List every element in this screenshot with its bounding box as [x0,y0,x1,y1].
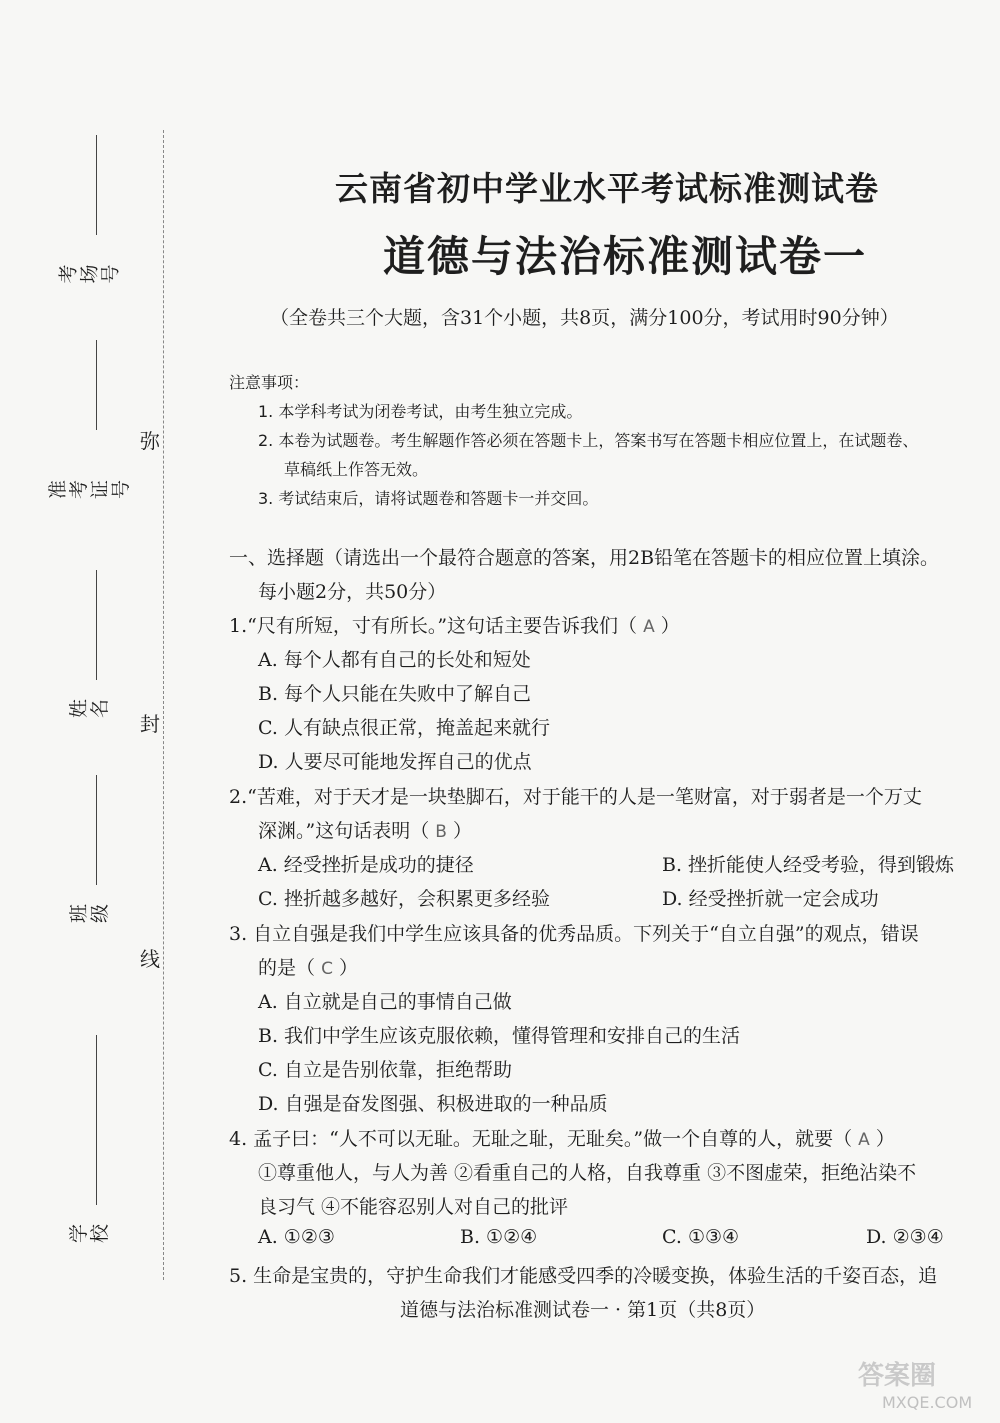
exam-series-title: 云南省初中学业水平考试标准测试卷 [335,169,879,208]
note-item: 1. 本学科考试为闭卷考试，由考生独立完成。 [258,402,583,421]
seal-dashed-line [163,130,164,1280]
binding-margin [0,0,175,1423]
answer-mark: C [321,959,333,979]
page-footer: 道德与法治标准测试卷一 · 第1页（共8页） [400,1299,766,1321]
notes-heading: 注意事项： [229,373,310,392]
field-line [96,1035,97,1205]
question-1-stem: 1.“尺有所短，寸有所长。”这句话主要告诉我们（ A ） [229,615,680,637]
answer-mark: B [435,822,447,842]
question-4-statements: ①尊重他人，与人为善 ②看重自己的人格，自我尊重 ③不图虚荣，拒绝沾染不 [258,1162,917,1184]
question-5-stem: 5. 生命是宝贵的，守护生命我们才能感受四季的冷暖变换，体验生活的千姿百态，追 [229,1265,938,1287]
field-line [96,340,97,430]
q4-option-d: D. ②③④ [866,1226,944,1248]
field-label-ticket-number: 准考证号 [47,479,132,499]
question-3-stem-cont: 的是（ C ） [258,957,358,979]
q4-option-b: B. ①②④ [460,1226,538,1248]
question-2-stem: 2.“苦难，对于天才是一块垫脚石，对于能干的人是一笔财富，对于弱者是一个万丈 [229,786,922,808]
q2-option-c: C. 挫折越多越好，会积累更多经验 [258,888,550,910]
question-2-stem-cont: 深渊。”这句话表明（ B ） [258,820,472,842]
q3-option-b: B. 我们中学生应该克服依赖，懂得管理和安排自己的生活 [258,1025,741,1047]
q2-option-a: A. 经受挫折是成功的捷径 [258,854,474,876]
note-item: 2. 本卷为试题卷。考生解题作答必须在答题卡上，答案书写在答题卡相应位置上，在试题卷、 [258,431,919,450]
q1-option-b: B. 每个人只能在失败中了解自己 [258,683,532,705]
q4-option-c: C. ①③④ [662,1226,740,1248]
q1-option-c: C. 人有缺点很正常，掩盖起来就行 [258,717,550,739]
q3-option-d: D. 自强是奋发图强、积极进取的一种品质 [258,1093,608,1115]
question-4-statements-cont: 良习气 ④不能容忍别人对自己的批评 [258,1196,569,1218]
q4-option-a: A. ①②③ [258,1226,335,1248]
question-3-stem: 3. 自立自强是我们中学生应该具备的优秀品质。下列关于“自立自强”的观点，错误 [229,923,919,945]
field-label-exam-room: 考场号 [57,264,122,284]
seal-char: 弥 [140,429,160,453]
q3-option-a: A. 自立就是自己的事情自己做 [258,991,512,1013]
field-label-name: 姓名 [68,698,111,718]
q1-option-d: D. 人要尽可能地发挥自己的优点 [258,751,532,773]
field-line [96,135,97,235]
watermark-url: MXQE.COM [882,1393,973,1412]
q3-option-c: C. 自立是告别依靠，拒绝帮助 [258,1059,512,1081]
answer-mark: A [643,617,655,637]
note-item: 草稿纸上作答无效。 [284,460,429,479]
field-line [96,570,97,680]
section-heading-cont: 每小题2分，共50分） [258,581,447,603]
question-4-stem: 4. 孟子曰：“人不可以无耻。无耻之耻，无耻矣。”做一个自尊的人，就要（ A ） [229,1128,895,1150]
field-label-class: 班级 [68,903,111,923]
q1-option-a: A. 每个人都有自己的长处和短处 [258,649,531,671]
paper-info: （全卷共三个大题，含31个小题，共8页，满分100分，考试用时90分钟） [270,307,899,329]
note-item: 3. 考试结束后，请将试题卷和答题卡一并交回。 [258,489,599,508]
field-label-school: 学校 [68,1223,111,1243]
q2-option-d: D. 经受挫折就一定会成功 [662,888,879,910]
field-line [96,775,97,885]
watermark-logo: 答案圈 [858,1361,937,1391]
seal-char: 封 [140,712,160,736]
section-heading: 一、选择题（请选出一个最符合题意的答案，用2B铅笔在答题卡的相应位置上填涂。 [229,547,940,569]
seal-char: 线 [140,947,160,971]
paper-title: 道德与法治标准测试卷一 [383,232,868,281]
q2-option-b: B. 挫折能使人经受考验，得到锻炼 [662,854,955,876]
answer-mark: A [858,1130,870,1150]
